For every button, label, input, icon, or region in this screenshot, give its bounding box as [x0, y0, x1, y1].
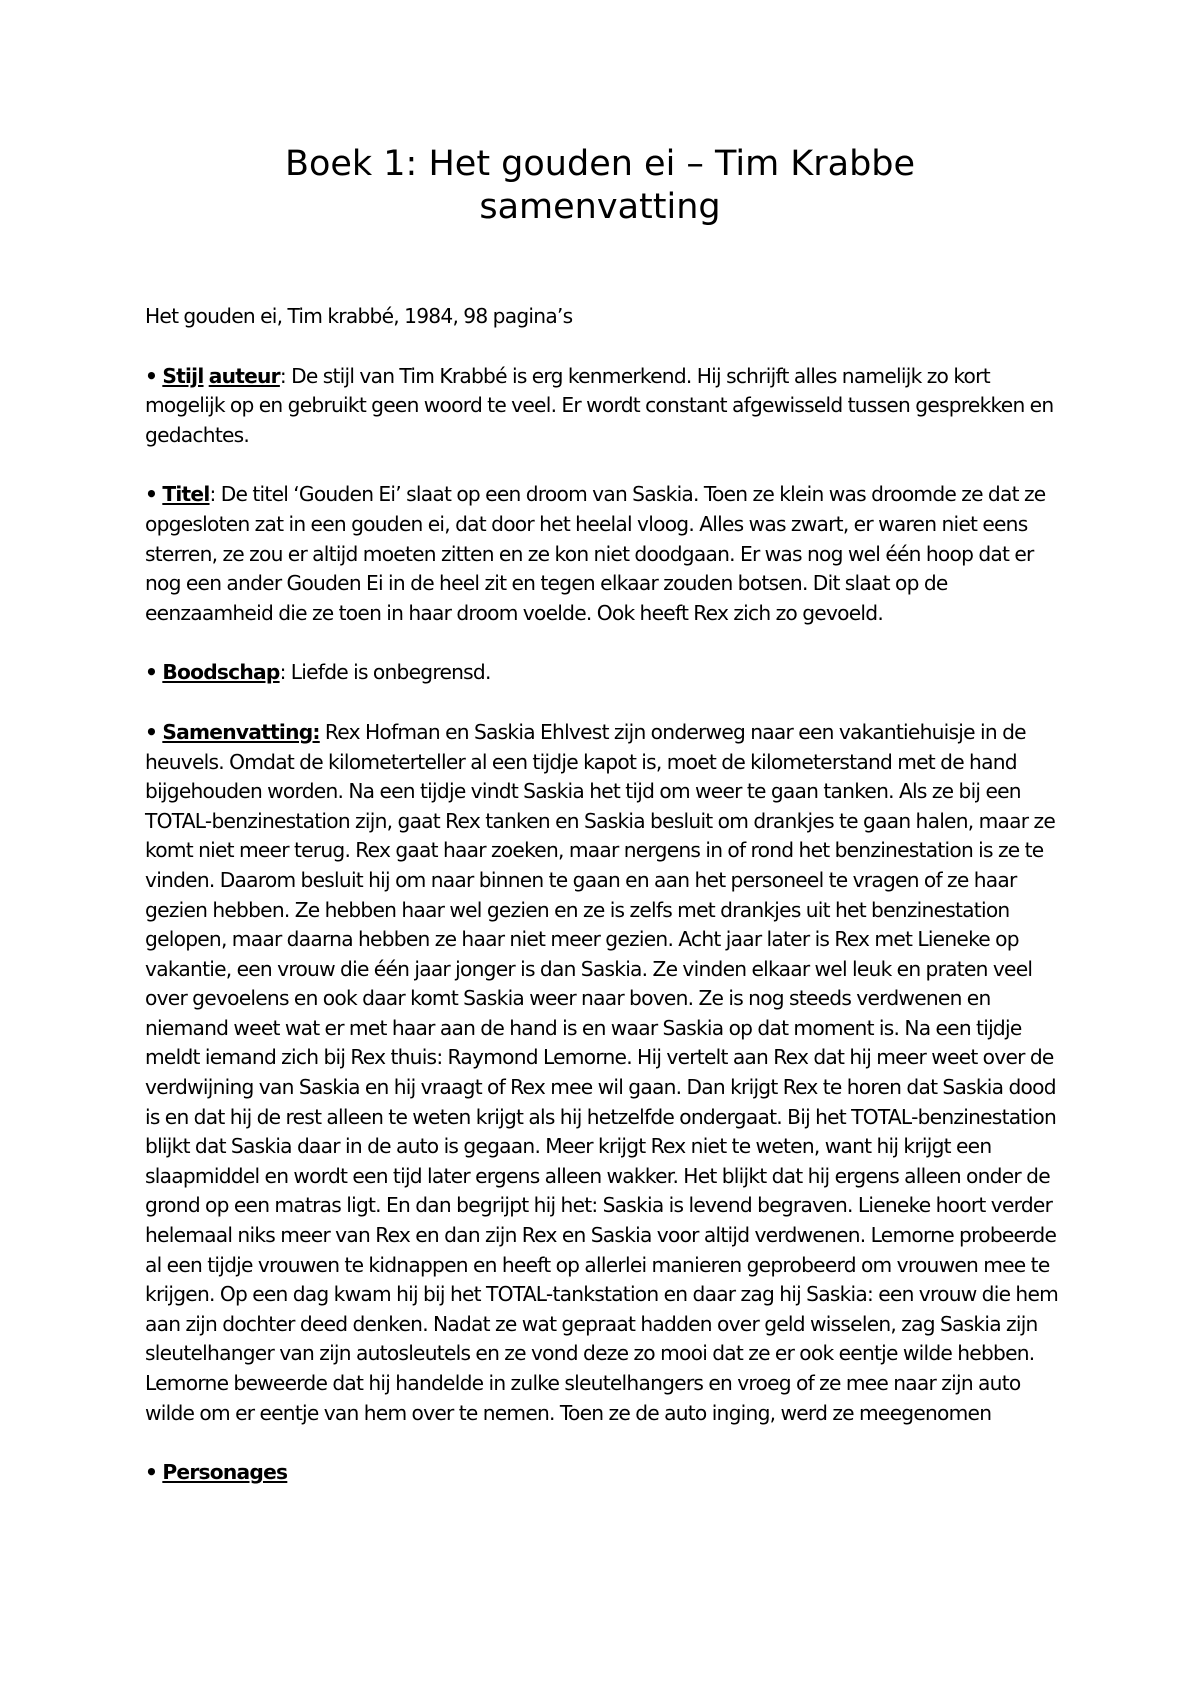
bullet-icon: • [145, 482, 158, 507]
book-meta: Het gouden ei, Tim krabbé, 1984, 98 pagina’s [145, 304, 573, 328]
bullet-icon: • [145, 1460, 158, 1485]
section-boodschap-paragraph [145, 658, 1065, 688]
section-titel [145, 480, 1065, 628]
document-body [145, 302, 1065, 1518]
bullet-icon: • [145, 719, 158, 744]
section-samenvatting-paragraph [145, 718, 1065, 1428]
section-label-auteur: auteur [208, 363, 280, 388]
section-label-stijl: Stijl [162, 363, 204, 388]
section-text-titel: : De titel ‘Gouden Ei’ slaat op een droom van Saskia. Toen ze klein was droomde ze dat ze opgesloten zat in een gouden ei, dat door het heelal vloog. Alles was zwart, er waren niet eens sterren, ze zou er altijd moeten zitten en ze kon niet doodgaan. Er was nog wel één hoop dat er nog een ander Gouden Ei in de heel zit en tegen elkaar zouden botsen. Dit slaat op de eenzaamheid die ze toen in haar droom voelde. Ook heeft Rex zich zo gevoeld. [145, 482, 1046, 625]
section-text-stijl: : De stijl van Tim Krabbé is erg kenmerkend. Hij schrijft alles namelijk zo kort mogelijk op en gebruikt geen woord te veel. Er wordt constant afgewisseld tussen gesprekken en gedachtes. [145, 363, 1054, 447]
document-title [200, 143, 1000, 229]
section-boodschap [145, 658, 1065, 688]
section-label-personages: Personages [162, 1460, 288, 1485]
section-samenvatting [145, 718, 1065, 1428]
bullet-icon: • [145, 363, 158, 388]
section-personages [145, 1458, 1065, 1488]
title-line-1: Boek 1: Het gouden ei – Tim Krabbe [284, 144, 916, 184]
section-stijl-paragraph [145, 362, 1065, 451]
section-label-samenvatting: Samenvatting: [162, 719, 320, 744]
section-titel-paragraph [145, 480, 1065, 628]
title-line-2: samenvatting [479, 187, 721, 227]
section-stijl-auteur [145, 362, 1065, 451]
bullet-icon: • [145, 660, 158, 685]
section-text-samenvatting: Rex Hofman en Saskia Ehlvest zijn onderweg naar een vakantiehuisje in de heuvels. Omdat de kilometerteller al een tijdje kapot is, moet de kilometerstand met de hand bijgehouden worden. Na een tijdje vindt Saskia het tijd om weer te gaan tanken. Als ze bij een TOTAL-benzinestation zijn, gaat Rex tanken en Saskia besluit om drankjes te gaan halen, maar ze komt niet meer terug. Rex gaat haar zoeken, maar nergens in of rond het benzinestation is ze te vinden. Daarom besluit hij om naar binnen te gaan en aan het personeel te vragen of ze haar gezien hebben. Ze hebben haar wel gezien en ze is zelfs met drankjes uit het benzinestation gelopen, maar daarna hebben ze haar niet meer gezien. Acht jaar later is Rex met Lieneke op vakantie, een vrouw die één jaar jonger is dan Saskia. Ze vinden elkaar wel leuk en praten veel over gevoelens en ook daar komt Saskia weer naar boven. Ze is nog steeds verdwenen en niemand weet wat er met haar aan de hand is en waar Saskia op dat moment is. Na een tijdje meldt iemand zich bij Rex thuis: Raymond Lemorne. Hij vertelt aan Rex dat hij meer weet over de verdwijning van Saskia en hij vraagt of Rex mee wil gaan. Dan krijgt Rex te horen dat Saskia dood is en dat hij de rest alleen te weten krijgt als hij hetzelfde ondergaat. Bij het TOTAL-benzinestation blijkt dat Saskia daar in de auto is gegaan. Meer krijgt Rex niet te weten, want hij krijgt een slaapmiddel en wordt een tijd later ergens alleen wakker. Het blijkt dat hij ergens alleen onder de grond op een matras ligt. En dan begrijpt hij het: Saskia is levend begraven. Lieneke hoort verder helemaal niks meer van Rex en dan zijn Rex en Saskia voor altijd verdwenen. Lemorne probeerde al een tijdje vrouwen te kidnappen en heeft op allerlei manieren geprobeerd om vrouwen mee te krijgen. Op een dag kwam hij bij het TOTAL-tankstation en daar zag hij Saskia: een vrouw die hem aan zijn dochter deed denken. Nadat ze wat gepraat hadden over geld wisselen, zag Saskia zijn sleutelhanger van zijn autosleutels en ze vond deze zo mooi dat ze er ook eentje wilde hebben. Lemorne beweerde dat hij handelde in zulke sleutelhangers en vroeg of ze mee naar zijn auto wilde om er eentje van hem over te nemen. Toen ze de auto inging, werd ze meegenomen [145, 719, 1059, 1425]
section-text-boodschap: : Liefde is onbegrensd. [279, 660, 491, 685]
section-label-boodschap: Boodschap [162, 660, 280, 685]
section-personages-paragraph [145, 1458, 1065, 1488]
section-label-titel: Titel [162, 482, 210, 507]
